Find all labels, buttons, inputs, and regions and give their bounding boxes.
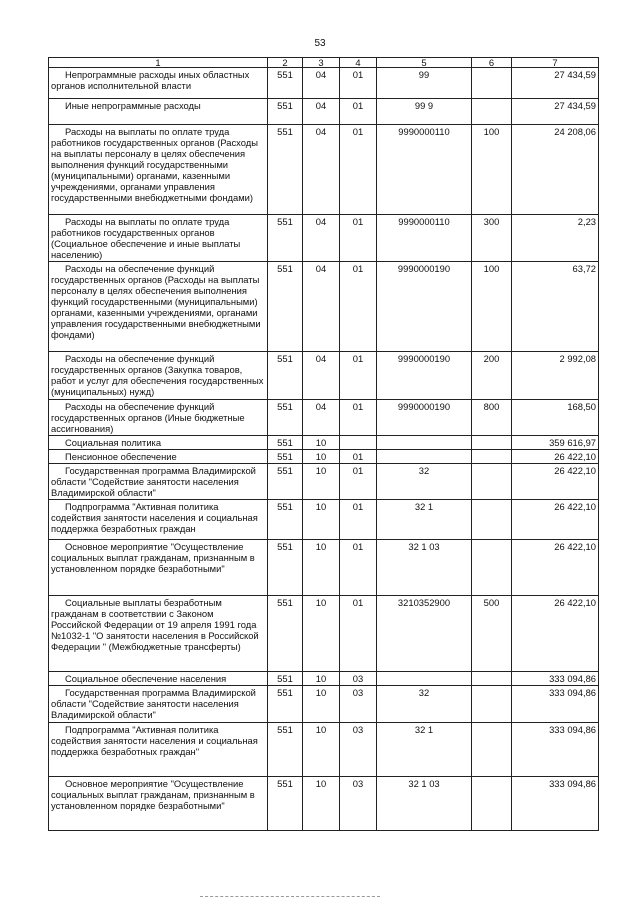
row-name (49, 436, 268, 450)
cell-amount: 26 422,10 (512, 464, 599, 500)
cell-code-4: 01 (340, 500, 377, 540)
cell-code-3: 04 (303, 352, 340, 400)
cell-code-4: 01 (340, 99, 377, 125)
table-row (49, 68, 599, 99)
table-row (49, 723, 599, 777)
cell-amount: 63,72 (512, 262, 599, 352)
row-name (49, 672, 268, 686)
cell-code-2: 551 (268, 723, 303, 777)
cell-code-6 (472, 436, 512, 450)
row-name (49, 400, 268, 436)
page-number: 53 (314, 38, 326, 49)
table-row (49, 686, 599, 723)
cell-amount: 333 094,86 (512, 686, 599, 723)
cell-code-6: 100 (472, 125, 512, 215)
cell-code-2: 551 (268, 596, 303, 672)
cell-code-4: 03 (340, 723, 377, 777)
row-name (49, 596, 268, 672)
row-name (49, 262, 268, 352)
cell-code-5: 32 1 03 (377, 540, 472, 596)
table-row (49, 352, 599, 400)
cell-code-3: 10 (303, 672, 340, 686)
cell-code-6 (472, 450, 512, 464)
cell-code-3: 04 (303, 262, 340, 352)
cell-code-2: 551 (268, 500, 303, 540)
cell-amount: 333 094,86 (512, 777, 599, 831)
cell-code-2: 551 (268, 540, 303, 596)
row-name-text: Государственная программа Владимирской области "Содействие занятости населения Владимирской области" (51, 687, 256, 720)
cell-code-4: 03 (340, 777, 377, 831)
cell-code-2: 551 (268, 99, 303, 125)
table-row (49, 262, 599, 352)
cell-code-2: 551 (268, 125, 303, 215)
cell-code-6 (472, 500, 512, 540)
cell-code-4 (340, 436, 377, 450)
cell-code-6 (472, 723, 512, 777)
cell-code-3: 10 (303, 436, 340, 450)
row-name (49, 215, 268, 262)
cell-code-3: 10 (303, 777, 340, 831)
row-name-text: Основное мероприятие "Осуществление социальных выплат гражданам, признанным в установленном порядке безработными" (51, 778, 255, 811)
row-name (49, 450, 268, 464)
cell-code-4: 01 (340, 450, 377, 464)
row-name (49, 125, 268, 215)
cell-code-3: 10 (303, 596, 340, 672)
cell-amount: 26 422,10 (512, 596, 599, 672)
table-row (49, 99, 599, 125)
cell-code-5 (377, 672, 472, 686)
cell-code-3: 04 (303, 125, 340, 215)
cell-code-6: 800 (472, 400, 512, 436)
cell-code-5 (377, 450, 472, 464)
cell-code-4: 01 (340, 125, 377, 215)
cell-code-6 (472, 777, 512, 831)
cell-amount: 26 422,10 (512, 540, 599, 596)
row-name-text: Расходы на обеспечение функций государственных органов (Закупка товаров, работ и услуг для обеспечения государственных (муниципальных) нужд) (51, 353, 264, 397)
table-row (49, 596, 599, 672)
table-header-row (49, 58, 599, 68)
cell-code-4: 01 (340, 400, 377, 436)
cell-amount: 26 422,10 (512, 500, 599, 540)
cell-amount: 333 094,86 (512, 672, 599, 686)
table-row (49, 500, 599, 540)
row-name (49, 500, 268, 540)
cell-code-6 (472, 99, 512, 125)
table-row (49, 540, 599, 596)
table-row (49, 125, 599, 215)
cell-code-5: 9990000190 (377, 262, 472, 352)
cell-code-5: 9990000110 (377, 125, 472, 215)
cell-code-4: 01 (340, 68, 377, 99)
cell-amount: 2 992,08 (512, 352, 599, 400)
cell-code-6 (472, 464, 512, 500)
cell-code-2: 551 (268, 777, 303, 831)
table-row (49, 215, 599, 262)
cell-code-2: 551 (268, 262, 303, 352)
cell-code-4: 01 (340, 596, 377, 672)
cell-code-4: 03 (340, 672, 377, 686)
row-name (49, 540, 268, 596)
cell-code-6 (472, 686, 512, 723)
cell-code-5: 99 (377, 68, 472, 99)
cell-code-5: 99 9 (377, 99, 472, 125)
row-name (49, 464, 268, 500)
cell-code-2: 551 (268, 68, 303, 99)
column-header: 4 (340, 58, 377, 68)
cell-code-2: 551 (268, 464, 303, 500)
cell-code-3: 10 (303, 686, 340, 723)
column-header: 5 (377, 58, 472, 68)
cell-code-2: 551 (268, 686, 303, 723)
cell-code-2: 551 (268, 215, 303, 262)
cell-code-3: 04 (303, 99, 340, 125)
cell-code-5: 32 (377, 686, 472, 723)
cell-code-5: 32 (377, 464, 472, 500)
table-row (49, 672, 599, 686)
row-name-text: Непрограммные расходы иных областных органов исполнительной власти (51, 69, 250, 91)
cell-code-6 (472, 672, 512, 686)
cell-amount: 24 208,06 (512, 125, 599, 215)
cell-amount: 26 422,10 (512, 450, 599, 464)
row-name-text: Расходы на выплаты по оплате труда работников государственных органов (Расходы на выплаты персоналу в целях обеспечения выполнения функций государственными (муниципальными) органами, казенными учреждениями, органами управления государственными внебюджетными фондами) (51, 126, 258, 203)
cell-code-6: 300 (472, 215, 512, 262)
cell-amount: 27 434,59 (512, 99, 599, 125)
cell-code-6: 100 (472, 262, 512, 352)
cell-amount: 27 434,59 (512, 68, 599, 99)
cell-code-5: 32 1 (377, 723, 472, 777)
row-name-text: Социальная политика (65, 437, 162, 448)
cell-code-6 (472, 540, 512, 596)
cell-code-3: 04 (303, 215, 340, 262)
table-row (49, 450, 599, 464)
cell-amount: 2,23 (512, 215, 599, 262)
row-name (49, 777, 268, 831)
cell-code-5: 9990000110 (377, 215, 472, 262)
row-name (49, 352, 268, 400)
page-footer-line (200, 896, 380, 898)
row-name (49, 686, 268, 723)
cell-code-3: 10 (303, 723, 340, 777)
cell-code-2: 551 (268, 450, 303, 464)
cell-code-3: 10 (303, 500, 340, 540)
cell-code-3: 04 (303, 400, 340, 436)
cell-code-3: 04 (303, 68, 340, 99)
cell-code-4: 01 (340, 464, 377, 500)
cell-code-2: 551 (268, 400, 303, 436)
cell-code-5 (377, 436, 472, 450)
cell-code-3: 10 (303, 540, 340, 596)
column-header: 6 (472, 58, 512, 68)
cell-code-4: 01 (340, 215, 377, 262)
cell-amount: 333 094,86 (512, 723, 599, 777)
row-name-text: Социальные выплаты безработным гражданам в соответствии с Законом Российской Федерации от 19 апреля 1991 года №1032-1 "О занятости населения в Российской Федерации " (Межбюджетные трансферты) (51, 597, 259, 652)
row-name-text: Подпрограмма "Активная политика содействия занятости населения и социальная поддержка безработных граждан" (51, 724, 258, 757)
row-name-text: Расходы на выплаты по оплате труда работников государственных органов (Социальное обеспечение и иные выплаты населению) (51, 216, 241, 260)
column-header: 2 (268, 58, 303, 68)
cell-code-4: 01 (340, 540, 377, 596)
row-name-text: Государственная программа Владимирской области "Содействие занятости населения Владимирской области" (51, 465, 256, 498)
cell-code-3: 10 (303, 450, 340, 464)
row-name (49, 68, 268, 99)
cell-code-5: 32 1 (377, 500, 472, 540)
cell-code-4: 01 (340, 262, 377, 352)
column-header: 3 (303, 58, 340, 68)
cell-code-4: 01 (340, 352, 377, 400)
table-row (49, 436, 599, 450)
row-name (49, 723, 268, 777)
table-row (49, 400, 599, 436)
row-name-text: Подпрограмма "Активная политика содействия занятости населения и социальная поддержка безработных граждан (51, 501, 258, 534)
column-header: 1 (49, 58, 268, 68)
cell-code-5: 32 1 03 (377, 777, 472, 831)
cell-code-6: 500 (472, 596, 512, 672)
cell-code-2: 551 (268, 672, 303, 686)
table-row (49, 777, 599, 831)
row-name-text: Расходы на обеспечение функций государственных органов (Иные бюджетные ассигнования) (51, 401, 245, 434)
row-name-text: Расходы на обеспечение функций государственных органов (Расходы на выплаты персоналу в целях обеспечения выполнения функций государственными (муниципальными) органами, казенными учреждениями, органами управления государственными внебюджетными фондами) (51, 263, 261, 340)
column-header: 7 (512, 58, 599, 68)
cell-code-6: 200 (472, 352, 512, 400)
cell-code-5: 9990000190 (377, 352, 472, 400)
cell-code-3: 10 (303, 464, 340, 500)
row-name-text: Основное мероприятие "Осуществление социальных выплат гражданам, признанным в установленном порядке безработными" (51, 541, 255, 574)
cell-amount: 359 616,97 (512, 436, 599, 450)
row-name (49, 99, 268, 125)
cell-code-2: 551 (268, 436, 303, 450)
cell-code-2: 551 (268, 352, 303, 400)
row-name-text: Социальное обеспечение населения (65, 673, 227, 684)
budget-table (48, 57, 599, 831)
row-name-text: Иные непрограммные расходы (65, 100, 201, 111)
cell-code-6 (472, 68, 512, 99)
row-name-text: Пенсионное обеспечение (65, 451, 177, 462)
cell-code-4: 03 (340, 686, 377, 723)
cell-code-5: 9990000190 (377, 400, 472, 436)
cell-amount: 168,50 (512, 400, 599, 436)
cell-code-5: 3210352900 (377, 596, 472, 672)
table-row (49, 464, 599, 500)
